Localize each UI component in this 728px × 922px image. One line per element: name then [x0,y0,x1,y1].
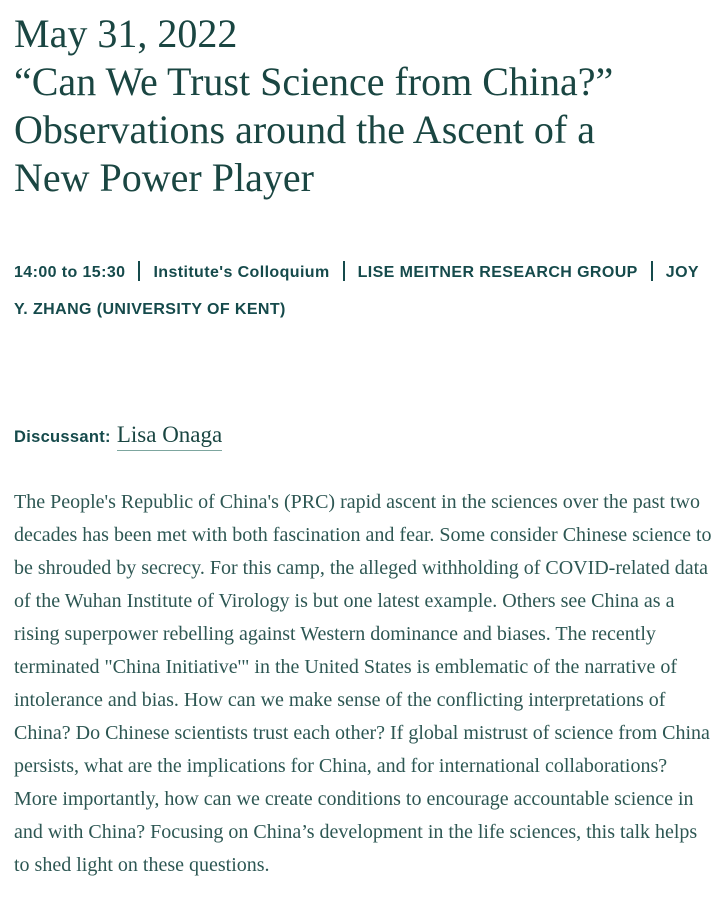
event-series: Institute's Colloquium [153,264,330,281]
event-date: May 31, 2022 [14,11,238,56]
event-title-line-3: New Power Player [14,155,314,200]
page-title [14,10,714,202]
event-title-line-1: “Can We Trust Science from China?” [14,59,614,104]
event-title-line-2: Observations around the Ascent of a [14,107,595,152]
abstract-text: The People's Republic of China's (PRC) rapid ascent in the sciences over the past two decades has been met with both fascination and fear. Some consider Chinese science to be shrouded by secrecy. For this camp, the alleged withholding of COVID-related data of the Wuhan Institute of Virology is but one latest example. Others see China as a rising superpower rebelling against Western dominance and biases. The recently terminated "China Initiative'" in the United States is emblematic of the narrative of intolerance and bias. How can we make sense of the conflicting interpretations of China? Do Chinese scientists trust each other? If global mistrust of science from China persists, what are the implications for China, and for international collaborations? More importantly, how can we create conditions to encourage accountable science in and with China? Focusing on China’s development in the life sciences, this talk helps to shed light on these questions. [14,491,712,876]
event-time: 14:00 to 15:30 [14,264,126,281]
event-speaker: JOY Y. ZHANG (UNIVERSITY OF KENT) [14,264,699,318]
separator-bar [651,261,653,281]
separator-bar [343,261,345,281]
discussant-row [14,422,714,448]
discussant-label: Discussant: [14,428,111,446]
separator-bar [138,261,140,281]
discussant-link[interactable]: Lisa Onaga [117,422,222,451]
event-group: LISE MEITNER RESEARCH GROUP [357,264,638,281]
event-meta [14,254,714,328]
